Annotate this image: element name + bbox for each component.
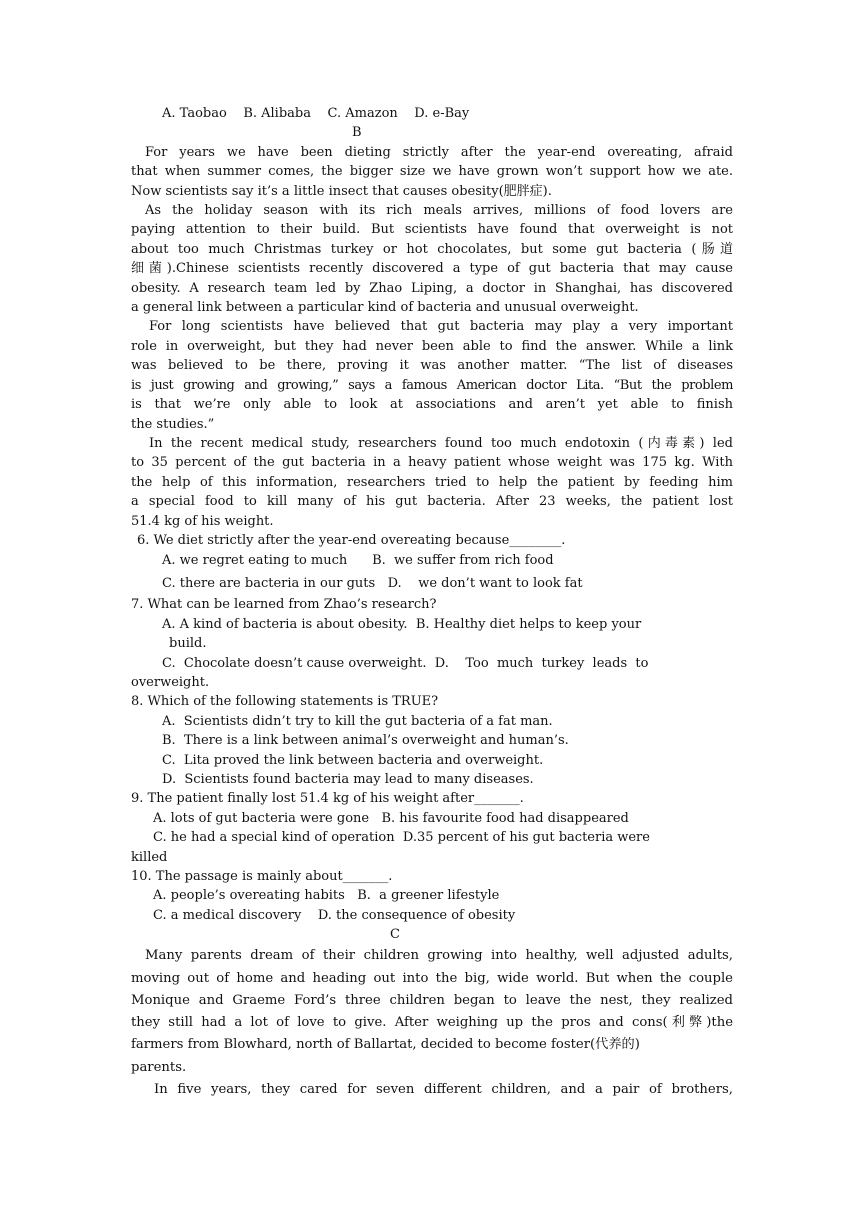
question-9 xyxy=(131,789,733,867)
answer-options: C. Chocolate doesn’t cause overweight. D. Too much turkey leads to xyxy=(162,655,649,671)
question-8 xyxy=(131,692,733,789)
question-stem: 9. The patient finally lost 51.4 kg of his weight after_______. xyxy=(131,791,524,807)
passage-line: is that we’re only able to look at associations and aren’t yet able to finish xyxy=(131,397,733,413)
answer-option: B. There is a link between animal’s overweight and human’s. xyxy=(162,733,569,749)
passage-line: moving out of home and heading out into the big, wide world. But when the couple xyxy=(131,970,733,986)
passage-b xyxy=(131,143,733,531)
question-stem: 7. What can be learned from Zhao’s research? xyxy=(131,597,437,613)
answer-options: A. people’s overeating habits B. a greener lifestyle xyxy=(153,888,500,904)
passage-line: paying attention to their build. But scientists have found that overweight is not xyxy=(131,222,733,238)
answer-options: killed xyxy=(131,849,168,865)
question-stem: 10. The passage is mainly about_______. xyxy=(131,869,393,885)
passage-line: In five years, they cared for seven different children, and a pair of brothers, xyxy=(154,1082,733,1098)
question-stem: 6. We diet strictly after the year-end overeating because________. xyxy=(137,532,566,548)
passage-line: the help of this information, researchers tried to help the patient by feeding him xyxy=(131,474,733,490)
answer-option: A. Scientists didn’t try to kill the gut bacteria of a fat man. xyxy=(162,713,553,729)
passage-line: a general link between a particular kind of bacteria and unusual overweight. xyxy=(131,300,639,316)
answer-options: build. xyxy=(169,636,207,652)
question-6 xyxy=(131,531,733,595)
question-7 xyxy=(131,595,733,692)
passage-line: 51.4 kg of his weight. xyxy=(131,513,274,529)
passage-line: Monique and Graeme Ford’s three children began to leave the nest, they realized xyxy=(131,992,733,1008)
answer-options: A. lots of gut bacteria were gone B. his favourite food had disappeared xyxy=(153,810,629,826)
passage-line: 细菌).Chinese scientists recently discovered a type of gut bacteria that may cause xyxy=(131,261,733,277)
section-b-label: B xyxy=(352,125,362,141)
passage-line: role in overweight, but they had never been able to find the answer. While a link xyxy=(131,338,733,354)
answer-options: overweight. xyxy=(131,674,210,690)
section-c-label: C xyxy=(390,927,400,943)
passage-line: parents. xyxy=(131,1059,187,1075)
answer-options: C. he had a special kind of operation D.35 percent of his gut bacteria were xyxy=(153,830,650,846)
answer-option: D. Scientists found bacteria may lead to many diseases. xyxy=(162,772,534,787)
passage-line: they still had a lot of love to give. After weighing up the pros and cons(利弊)the xyxy=(131,1015,733,1031)
answer-options: A. A kind of bacteria is about obesity. B. Healthy diet helps to keep your xyxy=(162,616,642,632)
answer-options: C. a medical discovery D. the consequence of obesity xyxy=(153,907,516,923)
passage-line: farmers from Blowhard, north of Ballartat, decided to become foster(代养的) xyxy=(131,1037,640,1053)
answer-options: A. we regret eating to much B. we suffer from rich food xyxy=(162,553,554,569)
passage-line: In the recent medical study, researchers found too much endotoxin (内毒素) led xyxy=(149,435,733,451)
answer-option: C. Lita proved the link between bacteria and overweight. xyxy=(162,752,544,768)
passage-line: For long scientists have believed that gut bacteria may play a very important xyxy=(149,319,733,335)
answer-options: C. there are bacteria in our guts D. we don’t want to look fat xyxy=(162,575,583,591)
passage-line: about too much Christmas turkey or hot chocolates, but some gut bacteria (肠道 xyxy=(131,241,733,257)
passage-line: Now scientists say it’s a little insect that causes obesity(肥胖症). xyxy=(131,183,552,199)
passage-line: that when summer comes, the bigger size we have grown won’t support how we ate. xyxy=(131,164,733,180)
passage-line: Many parents dream of their children growing into healthy, well adjusted adults, xyxy=(145,948,733,964)
exam-page xyxy=(131,104,733,1101)
passage-line: to 35 percent of the gut bacteria in a heavy patient whose weight was 175 kg. With xyxy=(131,455,733,471)
passage-line: obesity. A research team led by Zhao Liping, a doctor in Shanghai, has discovered xyxy=(131,280,733,296)
passage-line: a special food to kill many of his gut bacteria. After 23 weeks, the patient lost xyxy=(131,494,733,510)
passage-c xyxy=(131,945,733,1101)
passage-line: For years we have been dieting strictly after the year-end overeating, afraid xyxy=(145,144,733,160)
passage-line: is just growing and growing,” says a famous American doctor Lita. “But the problem xyxy=(131,377,733,393)
passage-line: the studies.” xyxy=(131,416,215,432)
passage-line: As the holiday season with its rich meals arrives, millions of food lovers are xyxy=(145,203,733,219)
passage-line: was believed to be there, proving it was another matter. “The list of diseases xyxy=(131,358,733,374)
question-stem: 8. Which of the following statements is TRUE? xyxy=(131,694,439,710)
question-10 xyxy=(131,867,733,925)
previous-question-options: A. Taobao B. Alibaba C. Amazon D. e-Bay xyxy=(162,106,470,121)
